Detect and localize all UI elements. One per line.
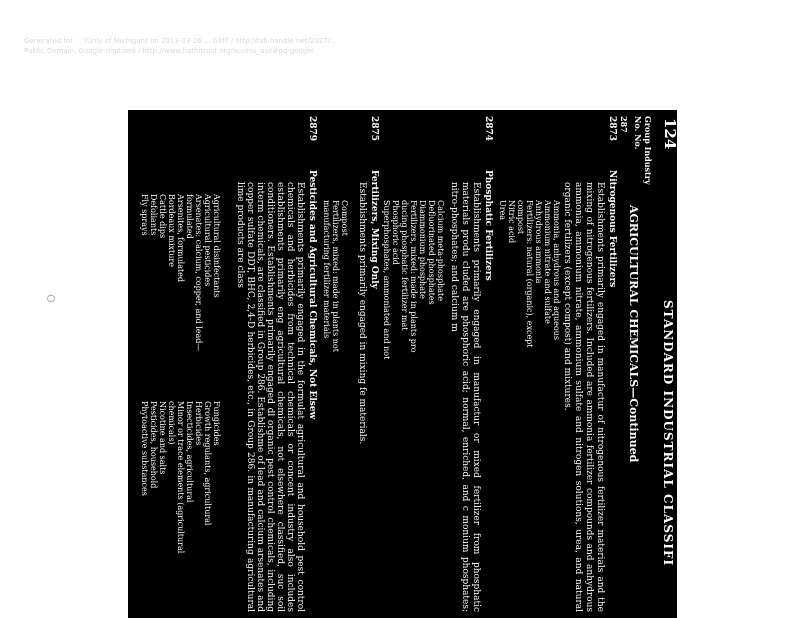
industry-title: Phosphatic Fertilizers (483, 170, 493, 281)
list-item: compost (516, 200, 525, 235)
list-item: Fly sprays (140, 194, 149, 236)
margin-mark: O (43, 294, 57, 303)
group-code: 287 (619, 116, 629, 133)
list-item: Bordeaux mixture (167, 194, 176, 267)
industry-description: Establishments primarily engaged in manufactur of nitrogenous fertilizer materials and the mixing of nitrogenous fertilizers. Included are ammonia fertilizer compounds and anhydrous ammonia, ammonium nitrate, ammonium sulfate and nitrogen solutions, urea, and natural organic fertilizers (except compost) and mixtures. (562, 182, 605, 612)
list-item: Fungicides (212, 401, 221, 446)
list-item: Agricultural disinfectants (212, 194, 221, 298)
scanned-page (128, 110, 677, 618)
industry-code: 2874 (483, 116, 493, 142)
list-item: Fertilizers, mixed: made in plants pro (409, 200, 418, 353)
list-item: manufacturing fertilizer materials (322, 200, 331, 339)
list-item: Phytoactive substances (140, 401, 149, 496)
page-title: STANDARD INDUSTRIAL CLASSIFI (661, 300, 675, 567)
list-item: Urea (498, 200, 507, 221)
industry-code: 2875 (369, 116, 379, 142)
list-item: Defoliants (149, 194, 158, 236)
list-item: Defluorinated phosphates (427, 200, 436, 305)
rotated-page-content (128, 110, 677, 618)
industry-title: Pesticides and Agricultural Chemicals, Not Elsew (307, 170, 317, 420)
list-item: Cattle dips (158, 194, 167, 239)
list-item: Phosphoric acid (391, 200, 400, 265)
stamp-line-2: Public Domain, Google-digitized / http://www.hathitrust.org/access_use#pd-google (24, 47, 314, 55)
column-header-no: No. No. (633, 116, 643, 150)
list-item: Arsenates: calcium, copper, and lead— (194, 194, 203, 352)
list-item: Herbicides (194, 401, 203, 446)
industry-title: Fertilizers, Mixing Only (369, 170, 379, 289)
industry-item-list (498, 200, 561, 348)
column-header-group: Group Industry (643, 116, 653, 185)
list-item: Anhydrous ammonia (534, 200, 543, 284)
list-item: Superphosphates, ammoniated and not (382, 200, 391, 360)
list-item: Arsenites, formulated (176, 194, 185, 283)
industry-description: Establishments primarily engaged in manufactur or mixed fertilizer from phosphatic materials produ cluded are phosphoric acid; normal, enriched, and c monium phosphates; nitro-phosphates; and calcium m (449, 182, 481, 612)
list-item: Nitric acid (507, 200, 516, 244)
industry-item-list (322, 200, 349, 352)
list-item: Ammonium nitrate and sulfate (543, 200, 552, 324)
list-item: Ammonia, anhydrous and aqueous (552, 200, 561, 340)
list-item: Calcium meta-phosphate (436, 200, 445, 301)
list-item: Minor or trace elements (agricultural (176, 401, 185, 554)
industry-code: 2879 (307, 116, 317, 142)
list-item: Pesticides, household (149, 401, 158, 489)
industry-description: Establishments primarily engaged in mixing fe materials. (357, 182, 367, 445)
industry-description: Establishments primarily engaged in the formulat agricultural and household pest control chemicals and herbicides from technical chemicals or concent industry also includes establishments primarily eng agricultural chemicals, not elsewhere classified, suc soil conditioners. Establishments primarily engaged dl organic pest control chemicals, including interm chemicals, are classified in Group 286. Establishme of lead and calcium arsenates and copper sulfate DDT, BHC, 2,4-D herbicides, etc., in Group 286. in manufacturing agricultural lime products are class (235, 182, 305, 612)
list-item: Compost (340, 200, 349, 236)
list-item: formulated (185, 194, 194, 239)
list-item: Fertilizers, mixed: made in plants not (331, 200, 340, 352)
industry-code: 2873 (607, 116, 617, 142)
list-item: Nicotine and salts (158, 401, 167, 475)
list-item: Agricultural pesticides (203, 194, 212, 287)
page-number: 124 (661, 118, 679, 150)
list-item: chemicals) (167, 401, 176, 445)
industry-title: Nitrogenous Fertilizers (607, 170, 617, 288)
section-title: AGRICULTURAL CHEMICALS—Continued (627, 205, 640, 463)
digitization-stamp (24, 36, 584, 56)
list-item: ducing phosphatic fertilizer mat (400, 200, 409, 331)
industry-item-list (140, 194, 221, 594)
list-item: Fertilizers: natural (organic), except (525, 200, 534, 348)
industry-item-list (382, 200, 445, 359)
list-item: Diammonium phosphate (418, 200, 427, 299)
list-item: Insecticides, agricultural (185, 401, 194, 503)
list-item: Growth regulants, agricultural (203, 401, 212, 526)
stamp-line-1: Generated for ... (Univ of Michigan) on 2013-03-26 ... GMT / http://hdl.handle.net/2027/... (24, 37, 337, 45)
